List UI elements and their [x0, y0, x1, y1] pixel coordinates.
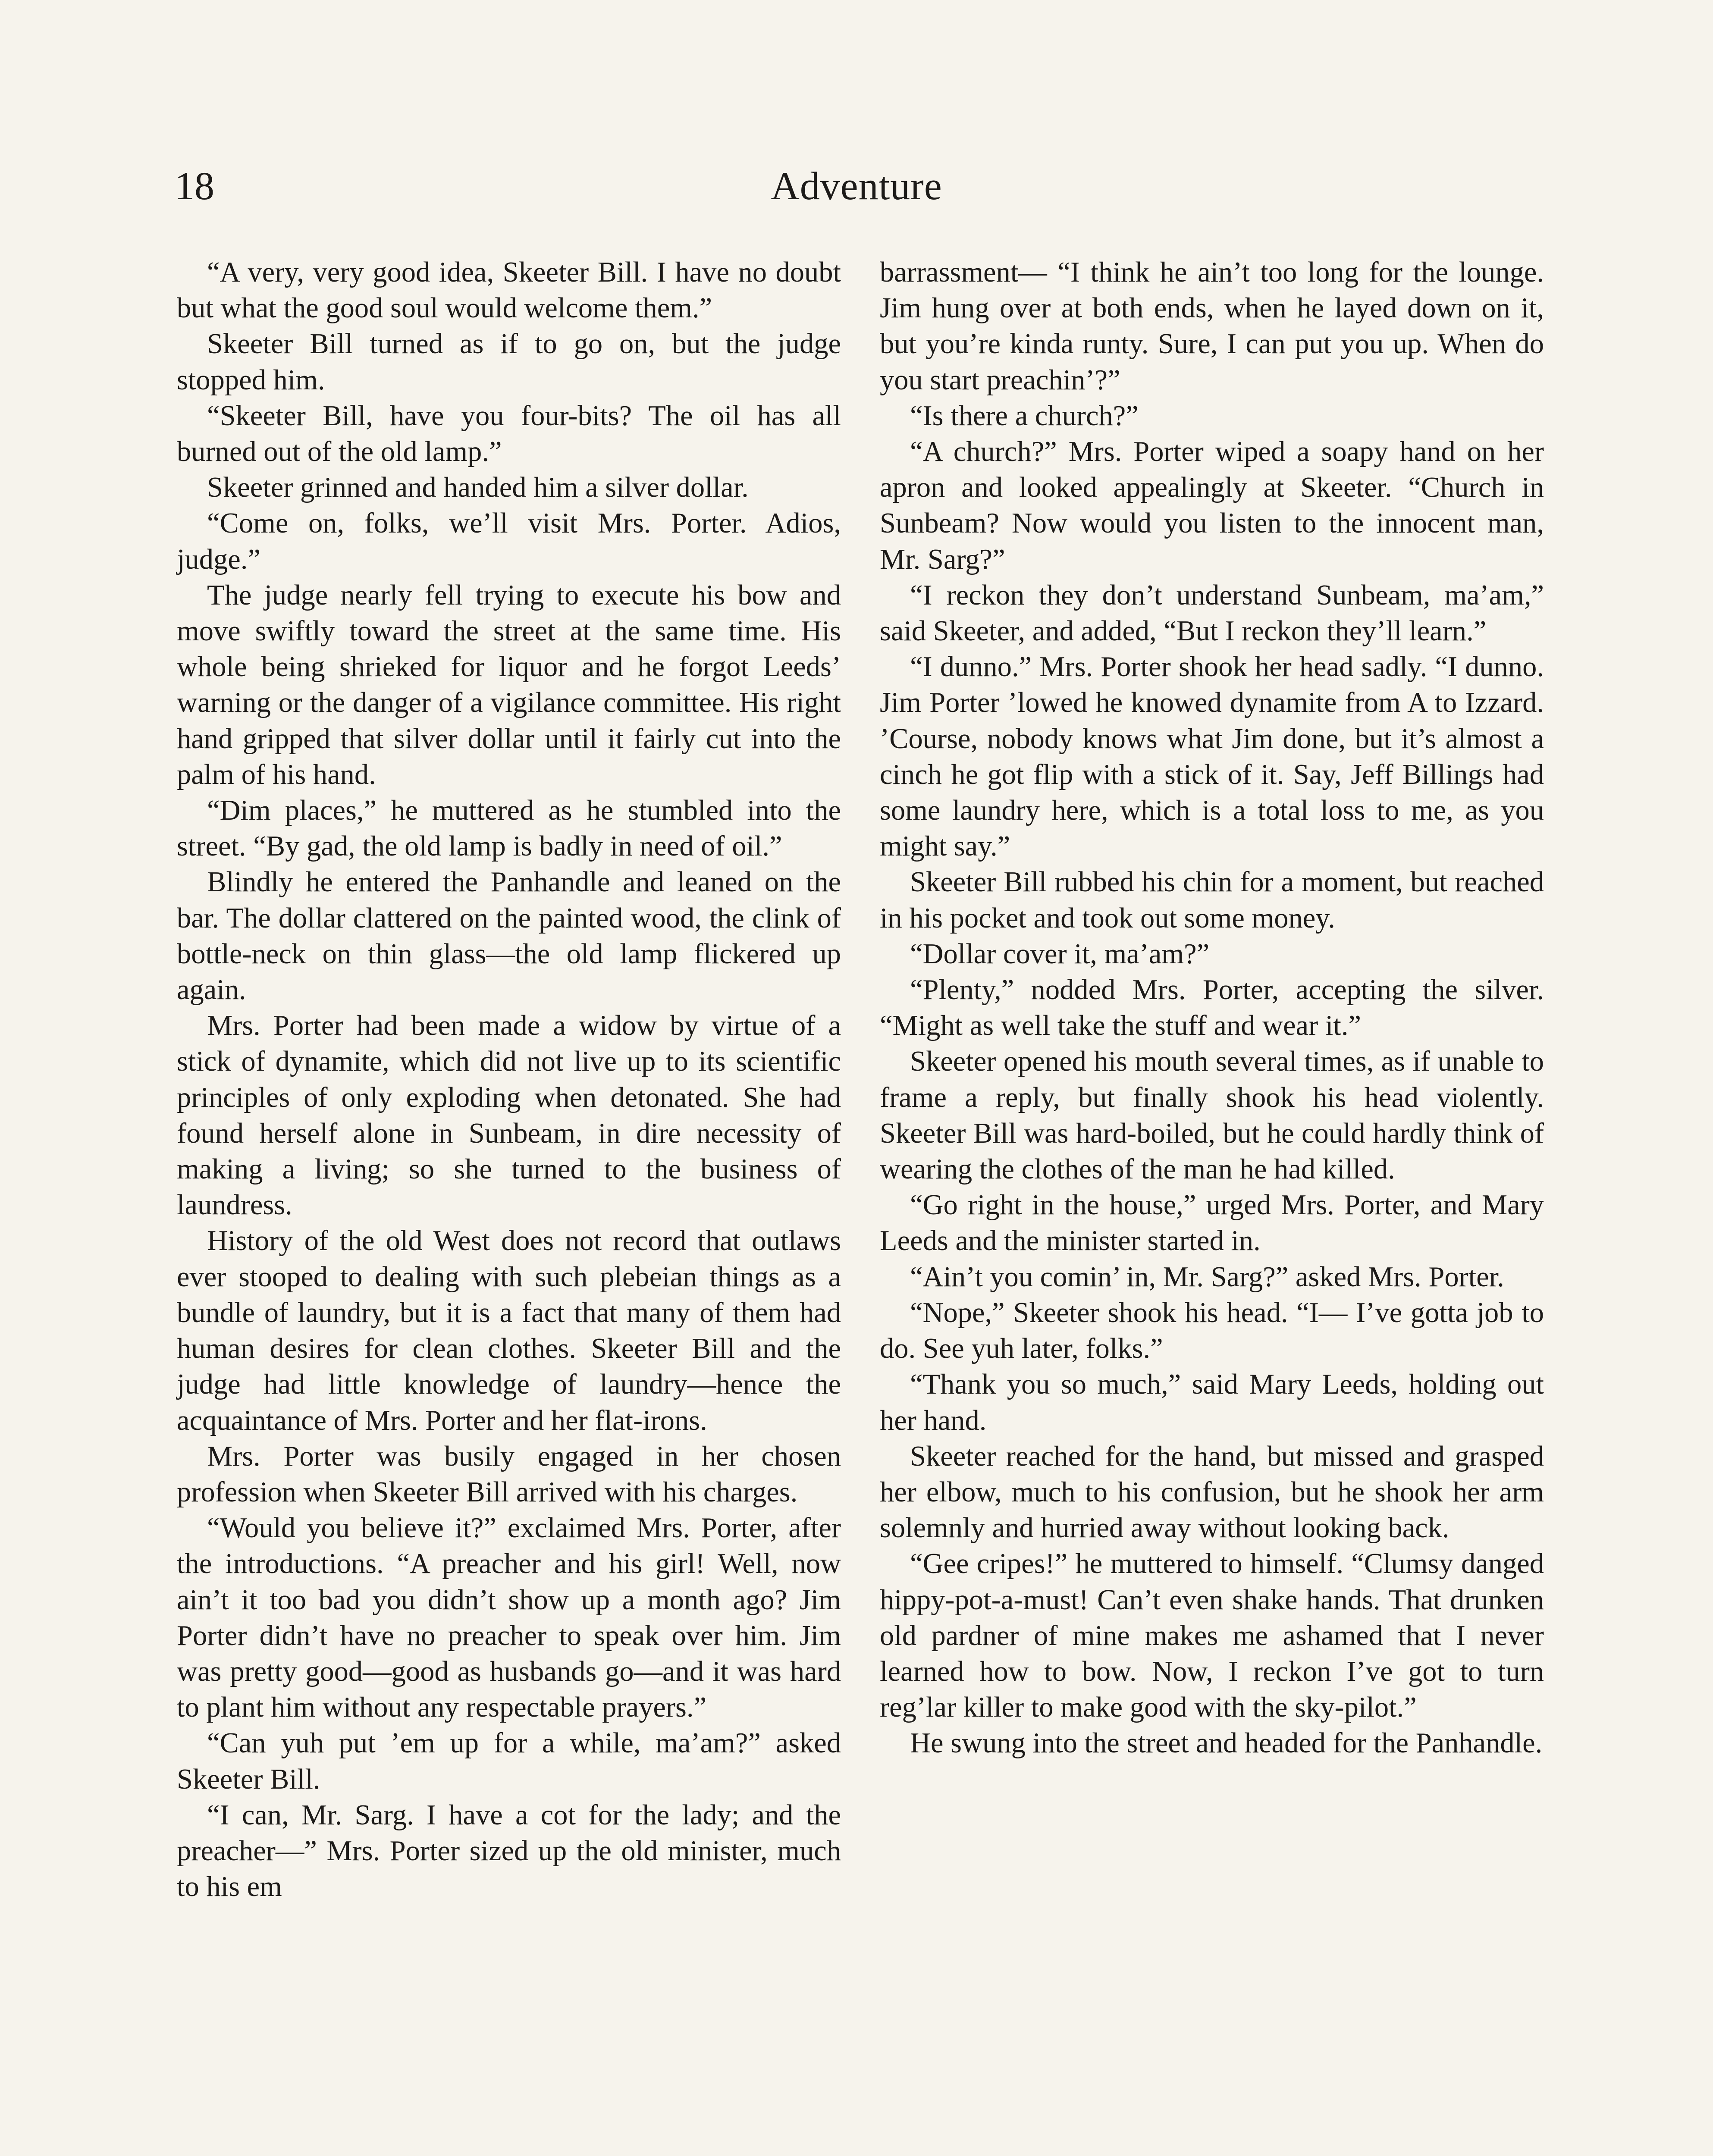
paragraph: “Plenty,” nodded Mrs. Porter, accepting the silver. “Might as well take the stuff and wear it.”: [880, 974, 1544, 1042]
paragraph: “I can, Mr. Sarg. I have a cot for the lady; and the preacher—” Mrs. Porter sized up the old minister, much to his em: [177, 1799, 841, 1903]
left-column: [177, 254, 841, 1905]
paragraph: “Can yuh put ’em up for a while, ma’am?” asked Skeeter Bill.: [177, 1727, 841, 1795]
paragraph: Skeeter Bill turned as if to go on, but the judge stopped him.: [177, 328, 841, 396]
paragraph: “A very, very good idea, Skeeter Bill. I have no doubt but what the good soul would welcome them.”: [177, 257, 841, 324]
paragraph: “Go right in the house,” urged Mrs. Porter, and Mary Leeds and the minister started in.: [880, 1189, 1544, 1257]
page-number: 18: [175, 164, 214, 208]
paragraph: The judge nearly fell trying to execute his bow and move swiftly toward the street at the same time. His whole being shrieked for liquor and he forgot Leeds’ warning or the danger of a vigilance committee. His right hand gripped that silver dollar until it fairly cut into the palm of his hand.: [177, 579, 841, 790]
paragraph: Skeeter reached for the hand, but missed and grasped her elbow, much to his confusion, but he shook her arm solemnly and hurried away without looking back.: [880, 1440, 1544, 1544]
paragraph: He swung into the street and headed for the Panhandle.: [910, 1727, 1543, 1759]
paragraph: “Dollar cover it, ma’am?”: [910, 938, 1210, 970]
paragraph: Skeeter opened his mouth several times, as if unable to frame a reply, but finally shook his head violently. Skeeter Bill was hard-boiled, but he could hardly think of wearing the clothes of the man he had killed.: [880, 1046, 1544, 1185]
paragraph: “I reckon they don’t understand Sunbeam, ma’am,” said Skeeter, and added, “But I reckon they’ll learn.”: [880, 579, 1544, 647]
paragraph: “Would you believe it?” exclaimed Mrs. Porter, after the introductions. “A preacher and his girl! Well, now ain’t it too bad you didn’t show up a month ago? Jim Porter didn’t have no preacher to speak over him. Jim was pretty good—good as husbands go—and it was hard to plant him without any respectable prayers.”: [177, 1512, 841, 1724]
paragraph: “Thank you so much,” said Mary Leeds, holding out her hand.: [880, 1369, 1544, 1436]
paragraph: Skeeter Bill rubbed his chin for a moment, but reached in his pocket and took out some money.: [880, 866, 1544, 934]
paragraph: “Come on, folks, we’ll visit Mrs. Porter. Adios, judge.”: [177, 508, 841, 575]
paragraph: “Nope,” Skeeter shook his head. “I— I’ve gotta job to do. See yuh later, folks.”: [880, 1297, 1544, 1365]
paragraph: “A church?” Mrs. Porter wiped a soapy hand on her apron and looked appealingly at Skeeter. “Church in Sunbeam? Now would you listen to the innocent man, Mr. Sarg?”: [880, 436, 1544, 575]
magazine-title: Adventure: [771, 164, 942, 208]
paragraph: Blindly he entered the Panhandle and leaned on the bar. The dollar clattered on the painted wood, the clink of bottle-neck on thin glass—the old lamp flickered up again.: [177, 866, 841, 1006]
paragraph: “Skeeter Bill, have you four-bits? The oil has all burned out of the old lamp.”: [177, 400, 841, 468]
paragraph: “Is there a church?”: [910, 400, 1139, 432]
paragraph: “Ain’t you comin’ in, Mr. Sarg?” asked Mrs. Porter.: [910, 1261, 1504, 1293]
paragraph: Skeeter grinned and handed him a silver dollar.: [207, 472, 749, 504]
paragraph-continued: barrassment— “I think he ain’t too long for the lounge. Jim hung over at both ends, when he layed down on it, but you’re kinda runty. Sure, I can put you up. When do you start preachin’?”: [880, 257, 1544, 396]
paragraph: Mrs. Porter was busily engaged in her chosen profession when Skeeter Bill arrived with his charges.: [177, 1440, 841, 1508]
paragraph: “I dunno.” Mrs. Porter shook her head sadly. “I dunno. Jim Porter ’lowed he knowed dynamite from A to Izzard. ’Course, nobody knows what Jim done, but it’s almost a cinch he got flip with a stick of it. Say, Jeff Billings had some laundry here, which is a total loss to me, as you might say.”: [880, 651, 1544, 862]
paragraph: “Dim places,” he muttered as he stumbled into the street. “By gad, the old lamp is badly in need of oil.”: [177, 795, 841, 862]
page-header: [0, 166, 1713, 235]
paragraph: Mrs. Porter had been made a widow by virtue of a stick of dynamite, which did not live up to its scientific principles of only exploding when detonated. She had found herself alone in Sunbeam, in dire necessity of making a living; so she turned to the business of laundress.: [177, 1010, 841, 1221]
paragraph: “Gee cripes!” he muttered to himself. “Clumsy danged hippy-pot-a-must! Can’t even shake hands. That drunken old pardner of mine makes me ashamed that I never learned how to bow. Now, I reckon I’ve got to turn reg’lar killer to make good with the sky-pilot.”: [880, 1548, 1544, 1724]
right-column: [880, 254, 1544, 1761]
paragraph: History of the old West does not record that outlaws ever stooped to dealing with such plebeian things as a bundle of laundry, but it is a fact that many of them had human desires for clean clothes. Skeeter Bill and the judge had little knowledge of laundry—hence the acquaintance of Mrs. Porter and her flat-irons.: [177, 1225, 841, 1436]
